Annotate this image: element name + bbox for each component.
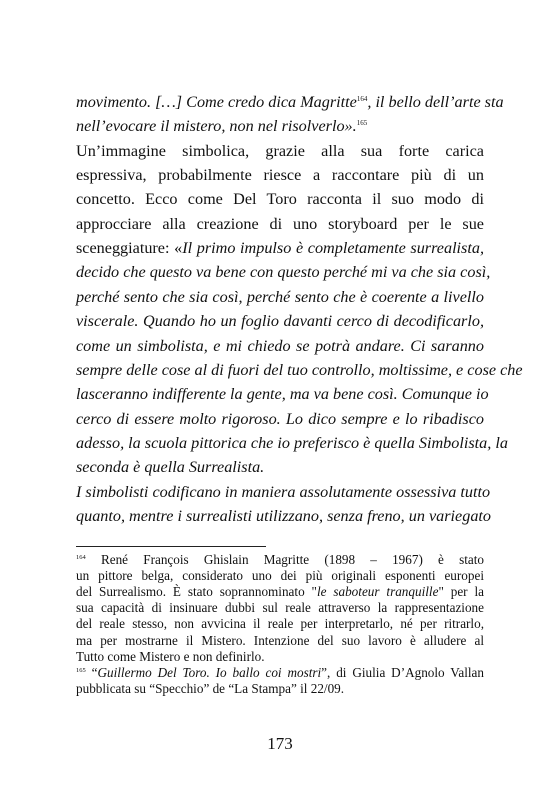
text-run: Tutto come Mistero e non definirlo. <box>76 648 265 664</box>
text-run: adesso, la scuola pittorica che io preferisco è quella Simbolista, la <box>76 433 508 452</box>
text-run: seconda è quella Surrealista. <box>76 458 265 477</box>
body-line <box>76 336 484 356</box>
footnote-ref: 164 <box>76 554 86 561</box>
footnote-line <box>76 600 484 616</box>
text-run: come un simbolista, e mi chiedo se potrà andare. Ci saranno <box>76 336 484 355</box>
text-run: ma per mostrarne il Mistero. Intenzione del suo lavoro è alludere al <box>76 632 484 648</box>
footnote-line <box>76 681 484 697</box>
footnote-line <box>76 649 484 665</box>
body-line <box>76 189 484 209</box>
body-line <box>76 116 484 136</box>
body-line <box>76 92 504 112</box>
body-line <box>76 457 484 477</box>
text-run: “ <box>85 664 98 680</box>
body-line <box>76 287 484 307</box>
text-run: sceneggiature: « <box>76 239 183 258</box>
footnote-separator <box>76 546 266 547</box>
text-run: del Surrealismo. È stato soprannominato " <box>76 584 317 600</box>
footnote-line <box>76 584 484 600</box>
body-line <box>76 165 484 185</box>
body-line <box>76 141 484 161</box>
text-run: lasceranno indifferente la gente, ma va bene così. Comunque io <box>76 385 489 404</box>
body-line <box>76 262 491 282</box>
footnote-line <box>76 568 484 584</box>
text-run: perché sento che sia così, perché sento che è coerente a livello <box>76 287 484 306</box>
text-run: le saboteur tranquille <box>316 584 439 600</box>
text-run: René François Ghislain Magritte (1898 – 1967) è stato <box>85 552 484 567</box>
text-run: Il primo impulso è completamente surrealista, <box>182 239 484 258</box>
body-line <box>76 214 484 234</box>
body-line <box>76 506 492 526</box>
footnote-line <box>76 633 484 649</box>
text-run: decido che questo va bene con questo perché mi va che sia così, <box>76 263 491 282</box>
body-line <box>76 311 484 331</box>
body-line <box>76 360 523 380</box>
page-number: 173 <box>267 734 293 753</box>
body-line <box>76 482 491 502</box>
body-line <box>76 409 484 429</box>
footnote-ref: 165 <box>76 666 86 674</box>
body-line <box>76 238 484 258</box>
text-run: I simbolisti codificano in maniera assolutamente ossessiva tutto <box>76 482 491 501</box>
text-run: quanto, mentre i surrealisti utilizzano, senza freno, un variegato <box>76 506 492 525</box>
footnote-line <box>76 665 484 681</box>
text-run: Guillermo Del Toro. Io ballo coi mostri <box>97 664 322 680</box>
footnote-line <box>76 552 484 568</box>
text-run: movimento. […] Come credo dica Magritte <box>76 93 357 111</box>
body-line <box>76 433 508 453</box>
text-run: nell’evocare il mistero, non nel risolverlo». <box>76 117 357 136</box>
footnote-ref: 165 <box>356 119 368 128</box>
body-line <box>76 384 489 404</box>
text-run: viscerale. Quando ho un foglio davanti cerco di decodificarlo, <box>76 312 484 331</box>
text-run: Un’immagine simbolica, grazie alla sua forte carica <box>76 141 484 160</box>
text-run: sua capacità di insinuare dubbi sul reale attraverso la rappresentazione <box>76 600 484 616</box>
text-run: espressiva, probabilmente riesce a raccontare più di un <box>76 166 484 185</box>
text-run: del reale stesso, non avvicina il reale per interpretarlo, né per ritrarlo, <box>76 616 484 632</box>
text-run: sempre delle cose al di fuori del tuo controllo, moltissime, e cose che <box>76 360 523 379</box>
text-run: approcciare alla creazione di uno storyboard per le sue <box>76 214 484 233</box>
text-run: un pittore belga, considerato uno dei più originali esponenti europei <box>76 568 484 584</box>
text-run: " per la <box>438 584 484 600</box>
text-run: ”, di Giulia D’Agnolo Vallan <box>321 664 484 680</box>
footnote-ref: 164 <box>356 95 368 103</box>
text-run: , il bello dell’arte sta <box>367 93 504 111</box>
text-run: pubblicata su “Specchio” de “La Stampa” il 22/09. <box>76 680 345 696</box>
footnote-line <box>76 616 484 632</box>
text-run: cerco di essere molto rigoroso. Lo dico sempre e lo ribadisco <box>76 409 484 428</box>
text-run: concetto. Ecco come Del Toro racconta il suo modo di <box>76 190 484 209</box>
